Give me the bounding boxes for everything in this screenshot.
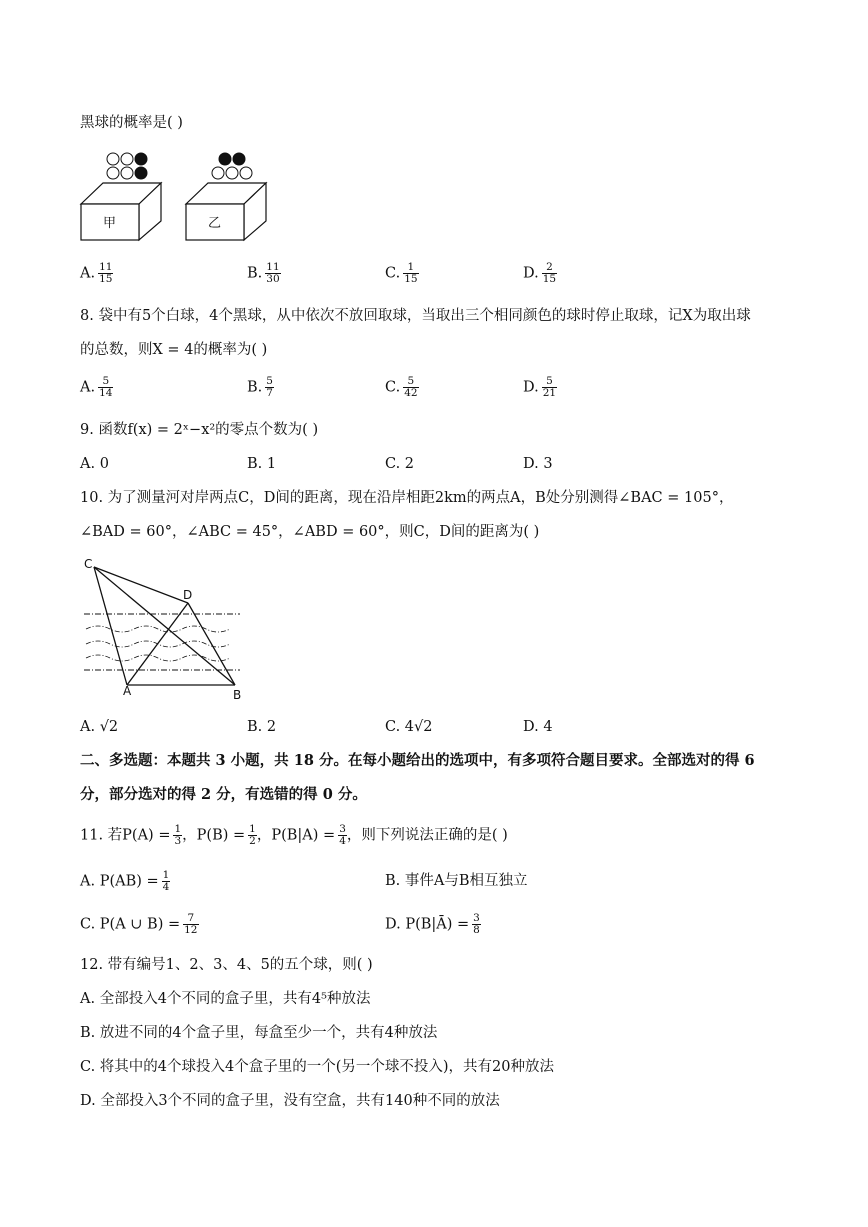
point-d-label: D [183,588,193,602]
q10-river-figure [78,555,258,705]
box-a-label: 甲 [103,216,117,231]
point-a-label: A [123,684,132,698]
q9-option-d: D. 3 [523,456,553,472]
q12-option-d: D. 全部投入3个不同的盒子里，没有空盒，共有140种不同的放法 [80,1093,500,1109]
q10-option-a: A. √2 [80,719,119,735]
q11-option-b: B. 事件A与B相互独立 [385,873,528,889]
q8-line-2: 的总数，则X = 4的概率为( ) [80,342,268,358]
q12-stem: 12. 带有编号1、2、3、4、5的五个球，则( ) [80,957,373,973]
point-b-label: B [233,688,242,702]
q10-line-2: ∠BAD = 60°，∠ABC = 45°，∠ABD = 60°，则C，D间的距离为( ) [80,524,540,540]
q8-line-1: 8. 袋中有5个白球，4个黑球，从中依次不放回取球，当取出三个相同颜色的球时停止取球，记X为取出球 [80,308,751,324]
q8-option-a: A. $\frac{5}{14}$ [80,375,113,399]
section-2-heading-line-2: 分，部分选对的得 2 分，有选错的得 0 分。 [80,786,367,803]
q11-stem: 11. 若P(A) = $\frac{1}{3}$ ，P(B) = $\frac{1}{2}$ ，P(B|A) = $\frac{3}{4}$ ，则下列说法正确的是( ) [80,823,508,847]
q7-option-b: B. $\frac{11}{30}$ [247,261,280,285]
q7-option-d: D. $\frac{2}{15}$ [523,261,557,285]
q9-option-a: A. 0 [80,456,109,472]
q7-option-c: C. $\frac{1}{15}$ [385,261,418,285]
q11-option-d: D. P(B|Ā) = $\frac{3}{8}$ [385,912,480,936]
q10-option-d: D. 4 [523,719,553,735]
point-c-label: C [84,557,93,571]
box-b-label: 乙 [208,216,222,231]
q8-option-b: B. $\frac{5}{7}$ [247,375,273,399]
q11-option-c: C. P(A ∪ B) = $\frac{7}{12}$ [80,912,198,936]
q8-option-d: D. $\frac{5}{21}$ [523,375,557,399]
q7-text: 黑球的概率是( ) [80,115,183,131]
q8-option-c: C. $\frac{5}{42}$ [385,375,418,399]
q9-line-1: 9. 函数f(x) = 2ˣ−x²的零点个数为( ) [80,422,319,438]
q10-option-b: B. 2 [247,719,277,735]
q10-option-c: C. 4√2 [385,719,433,735]
q12-option-b: B. 放进不同的4个盒子里，每盒至少一个，共有4种放法 [80,1025,438,1041]
q9-option-b: B. 1 [247,456,277,472]
q12-option-a: A. 全部投入4个不同的盒子里，共有4⁵种放法 [80,991,371,1007]
q11-option-a: A. P(AB) = $\frac{1}{4}$ [80,869,170,893]
q12-option-c: C. 将其中的4个球投入4个盒子里的一个(另一个球不投入)，共有20种放法 [80,1059,555,1075]
q9-option-c: C. 2 [385,456,415,472]
q10-line-1: 10. 为了测量河对岸两点C，D间的距离，现在沿岸相距2km的两点A，B处分别测得∠BAC = 105°， [80,490,734,506]
q7-option-a: A. $\frac{11}{15}$ [80,261,113,285]
section-2-heading-line-1: 二、多选题：本题共 3 小题，共 18 分。在每小题给出的选项中，有多项符合题目要求。全部选对的得 6 [80,752,755,769]
